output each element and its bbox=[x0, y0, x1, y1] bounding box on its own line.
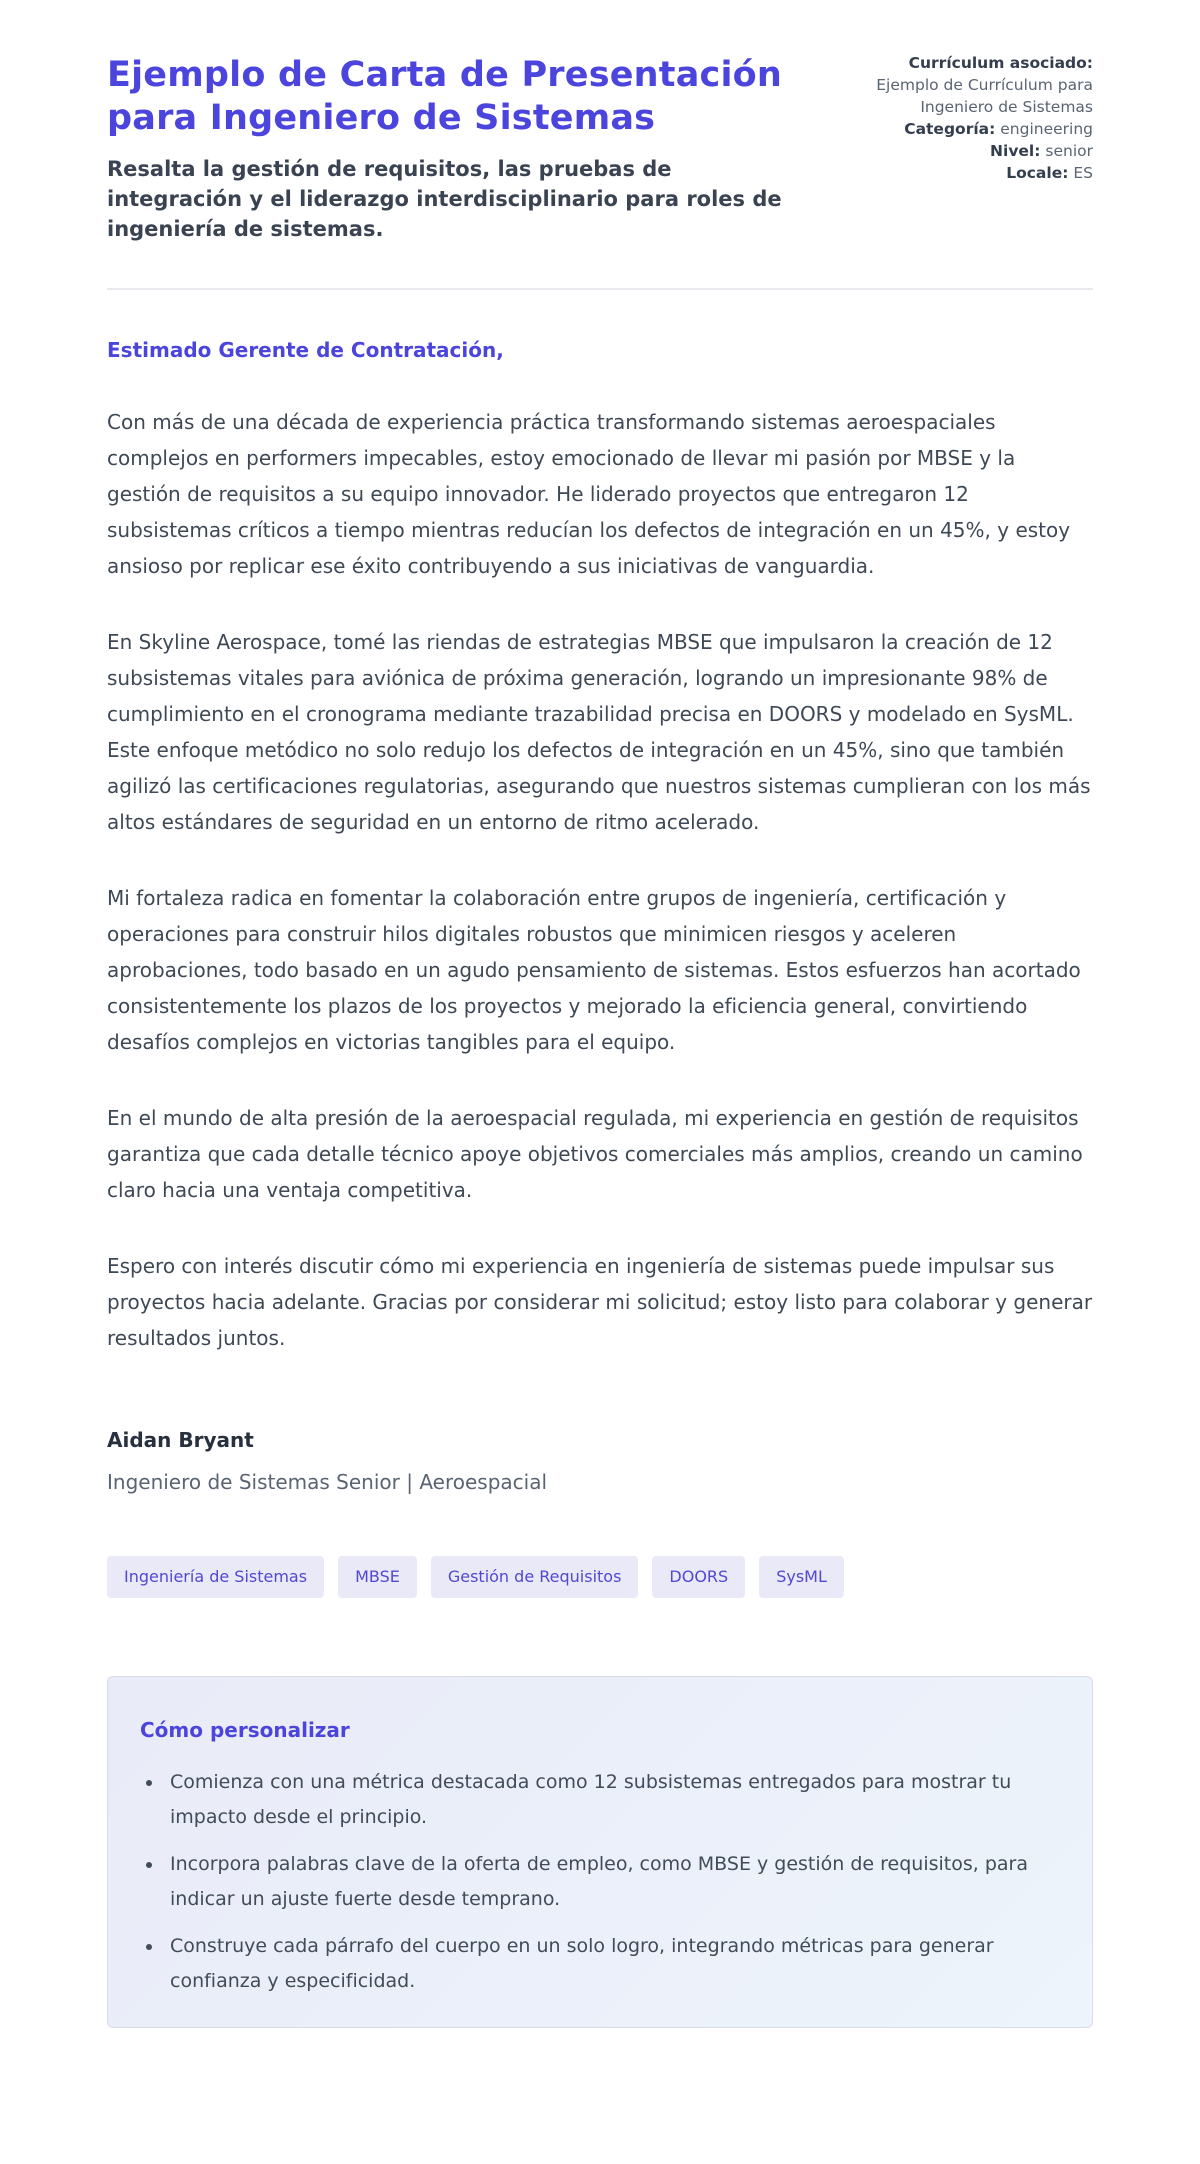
page-subtitle: Resalta la gestión de requisitos, las pruebas de integración y el liderazgo interdisciplinario para roles de ingeniería de sistemas. bbox=[107, 157, 782, 241]
tag-list bbox=[107, 1556, 1093, 1598]
tag-gestion-de-requisitos[interactable]: Gestión de Requisitos bbox=[431, 1556, 639, 1598]
signature-title: Ingeniero de Sistemas Senior | Aeroespacial bbox=[107, 1470, 548, 1494]
tag-doors[interactable]: DOORS bbox=[652, 1556, 745, 1598]
tips-list bbox=[138, 1765, 1062, 1999]
meta-level-label: Nivel: bbox=[990, 142, 1041, 160]
meta-level-row bbox=[821, 140, 1093, 162]
meta-category-label: Categoría: bbox=[904, 120, 996, 138]
tip-item-3: • Construye cada párrafo del cuerpo en un solo logro, integrando métricas para generar confianza y especificidad. bbox=[164, 1929, 1062, 1999]
signature-name: Aidan Bryant bbox=[107, 1428, 254, 1452]
letter-greeting: Estimado Gerente de Contratación, bbox=[107, 338, 504, 362]
associated-resume-label: Currículum asociado: bbox=[908, 54, 1093, 72]
letter-paragraph-4: En el mundo de alta presión de la aeroespacial regulada, mi experiencia en gestión de requisitos garantiza que cada detalle técnico apoye objetivos comerciales más amplios, creando un camino claro hacia una ventaja competitiva. bbox=[107, 1106, 1083, 1202]
tips-heading: Cómo personalizar bbox=[140, 1718, 350, 1742]
tag-sysml[interactable]: SysML bbox=[759, 1556, 844, 1598]
letter-paragraph-3: Mi fortaleza radica en fomentar la colaboración entre grupos de ingeniería, certificación y operaciones para construir hilos digitales robustos que minimicen riesgos y aceleren aprobaciones, todo basado en un agudo pensamiento de sistemas. Estos esfuerzos han acortado consistentemente los plazos de los proyectos y mejorado la eficiencia general, convirtiendo desafíos complejos en victorias tangibles para el equipo. bbox=[107, 886, 1081, 1054]
letter-paragraph-2: En Skyline Aerospace, tomé las riendas de estrategias MBSE que impulsaron la creación de 12 subsistemas vitales para aviónica de próxima generación, logrando un impresionante 98% de cumplimiento en el cronograma mediante trazabilidad precisa en DOORS y modelado en SysML. Este enfoque metódico no solo redujo los defectos de integración en un 45%, sino que también agilizó las certificaciones regulatorias, asegurando que nuestros sistemas cumplieran con los más altos estándares de seguridad en un entorno de ritmo acelerado. bbox=[107, 630, 1091, 834]
letter-paragraph-1: Con más de una década de experiencia práctica transformando sistemas aeroespaciales complejos en performers impecables, estoy emocionado de llevar mi pasión por MBSE y la gestión de requisitos a su equipo innovador. He liderado proyectos que entregaron 12 subsistemas críticos a tiempo mientras reducían los defectos de integración en un 45%, y estoy ansioso por replicar ese éxito contribuyendo a sus iniciativas de vanguardia. bbox=[107, 410, 1071, 578]
meta-category-row bbox=[821, 118, 1093, 140]
associated-resume-value: Ejemplo de Currículum para Ingeniero de Sistemas bbox=[876, 76, 1093, 116]
tip-item-1: • Comienza con una métrica destacada como 12 subsistemas entregados para mostrar tu impacto desde el principio. bbox=[164, 1765, 1062, 1835]
meta-locale-label: Locale: bbox=[1006, 164, 1069, 182]
meta-locale-value: ES bbox=[1073, 164, 1093, 182]
meta-level-value: senior bbox=[1045, 142, 1093, 160]
header-title-block bbox=[107, 46, 812, 244]
letter-body bbox=[107, 336, 1093, 1496]
cover-letter-page bbox=[107, 0, 1093, 2098]
meta-category-value: engineering bbox=[1000, 120, 1093, 138]
customization-tips-box bbox=[107, 1676, 1093, 2028]
page-header bbox=[107, 46, 1093, 244]
tag-mbse[interactable]: MBSE bbox=[338, 1556, 417, 1598]
tip-item-2: • Incorpora palabras clave de la oferta de empleo, como MBSE y gestión de requisitos, para indicar un ajuste fuerte desde temprano. bbox=[164, 1847, 1062, 1917]
resume-meta-panel bbox=[821, 46, 1093, 184]
header-divider bbox=[107, 288, 1093, 290]
tag-ingenieria-de-sistemas[interactable]: Ingeniería de Sistemas bbox=[107, 1556, 324, 1598]
meta-locale-row bbox=[821, 162, 1093, 184]
page-title: Ejemplo de Carta de Presentación para Ingeniero de Sistemas bbox=[107, 55, 783, 138]
letter-paragraph-5: Espero con interés discutir cómo mi experiencia en ingeniería de sistemas puede impulsar sus proyectos hacia adelante. Gracias por considerar mi solicitud; estoy listo para colaborar y generar resultados juntos. bbox=[107, 1254, 1093, 1350]
